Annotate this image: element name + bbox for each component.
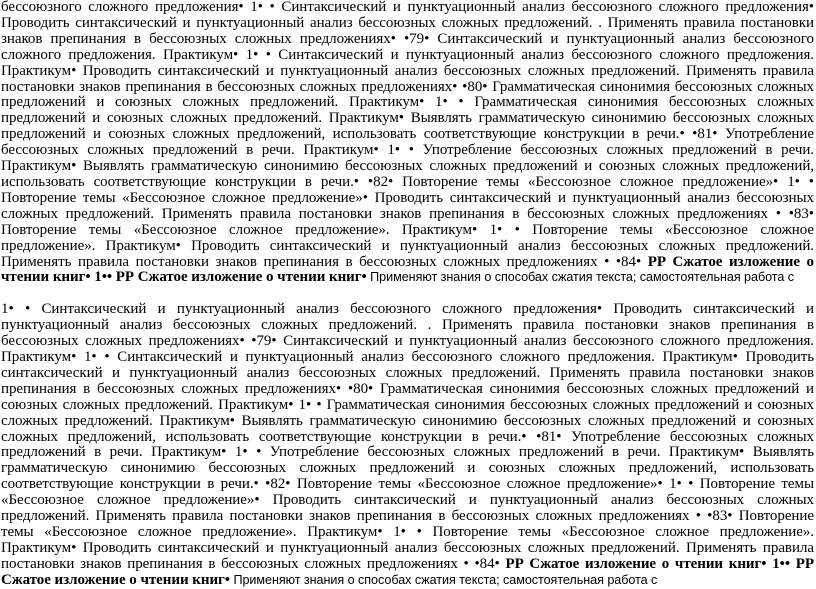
paragraph-2-bold-title: РР Сжатое изложение о чтении книг• 1•• РР Сжатое изложение о чтении книг• bbox=[1, 555, 814, 588]
paragraph-1 bbox=[1, 0, 814, 286]
paragraph-2 bbox=[1, 302, 814, 588]
paragraph-1-main-text: бессоюзного сложного предложения• 1• • Синтаксический и пунктуационный анализ бессоюзного сложного предложения• Проводить синтаксический и пунктуационный анализ бессоюзных сложных предложений. . Применять правила постановки знаков препинания в бессоюзных сложных предложениях• •79• Синтаксический и пунктуационный анализ бессоюзного сложного предложения. Практикум• 1• • Синтаксический и пунктуационный анализ бессоюзного сложного предложения. Практикум• Проводить синтаксический и пунктуационный анализ бессоюзных сложных предложений. Применять правила постановки знаков препинания в бессоюзных сложных предложениях• •80• Грамматическая синонимия бессоюзных сложных предложений и союзных сложных предложений. Практикум• 1• • Грамматическая синонимия бессоюзных сложных предложений и союзных сложных предложений. Практикум• Выявлять грамматическую синонимию бессоюзных сложных предложений и союзных сложных предложений, использовать соответствующие конструкции в речи.• •81• Употребление бессоюзных сложных предложений в речи. Практикум• 1• • Употребление бессоюзных сложных предложений в речи. Практикум• Выявлять грамматическую синонимию бессоюзных сложных предложений и союзных сложных предложений, использовать соответствующие конструкции в речи.• •82• Повторение темы «Бессоюзное сложное предложение»• 1• • Повторение темы «Бессоюзное сложное предложение»• Проводить синтаксический и пунктуационный анализ бессоюзных сложных предложений. Применять правила постановки знаков препинания в бессоюзных сложных предложениях • •83• Повторение темы «Бессоюзное сложное предложение». Практикум• 1• • Повторение темы «Бессоюзное сложное предложение». Практикум• Проводить синтаксический и пунктуационный анализ бессоюзных сложных предложений. Применять правила постановки знаков препинания в бессоюзных сложных предложениях • •84• bbox=[1, 0, 814, 270]
paragraph-1-bold-title: РР Сжатое изложение о чтении книг• 1•• РР Сжатое изложение о чтении книг• bbox=[1, 253, 814, 286]
paragraph-2-main-text: 1• • Синтаксический и пунктуационный анализ бессоюзного сложного предложения• Проводить синтаксический и пунктуационный анализ бессоюзных сложных предложений. . Применять правила постановки знаков препинания в бессоюзных сложных предложениях• •79• Синтаксический и пунктуационный анализ бессоюзного сложного предложения. Практикум• 1• • Синтаксический и пунктуационный анализ бессоюзного сложного предложения. Практикум• Проводить синтаксический и пунктуационный анализ бессоюзных сложных предложений. Применять правила постановки знаков препинания в бессоюзных сложных предложениях• •80• Грамматическая синонимия бессоюзных сложных предложений и союзных сложных предложений. Практикум• 1• • Грамматическая синонимия бессоюзных сложных предложений и союзных сложных предложений. Практикум• Выявлять грамматическую синонимию бессоюзных сложных предложений и союзных сложных предложений, использовать соответствующие конструкции в речи.• •81• Употребление бессоюзных сложных предложений в речи. Практикум• 1• • Употребление бессоюзных сложных предложений в речи. Практикум• Выявлять грамматическую синонимию бессоюзных сложных предложений и союзных сложных предложений, использовать соответствующие конструкции в речи.• •82• Повторение темы «Бессоюзное сложное предложение»• 1• • Повторение темы «Бессоюзное сложное предложение»• Проводить синтаксический и пунктуационный анализ бессоюзных сложных предложений. Применять правила постановки знаков препинания в бессоюзных сложных предложениях • •83• Повторение темы «Бессоюзное сложное предложение». Практикум• 1• • Повторение темы «Бессоюзное сложное предложение». Практикум• Проводить синтаксический и пунктуационный анализ бессоюзных сложных предложений. Применять правила постановки знаков препинания в бессоюзных сложных предложениях • •84• bbox=[1, 301, 814, 572]
document-body bbox=[1, 0, 814, 589]
paragraph-1-tail-text: Применяют знания о способах сжатия текста; самостоятельная работа с bbox=[366, 270, 795, 285]
paragraph-2-tail-text: Применяют знания о способах сжатия текста; самостоятельная работа с bbox=[230, 572, 658, 587]
